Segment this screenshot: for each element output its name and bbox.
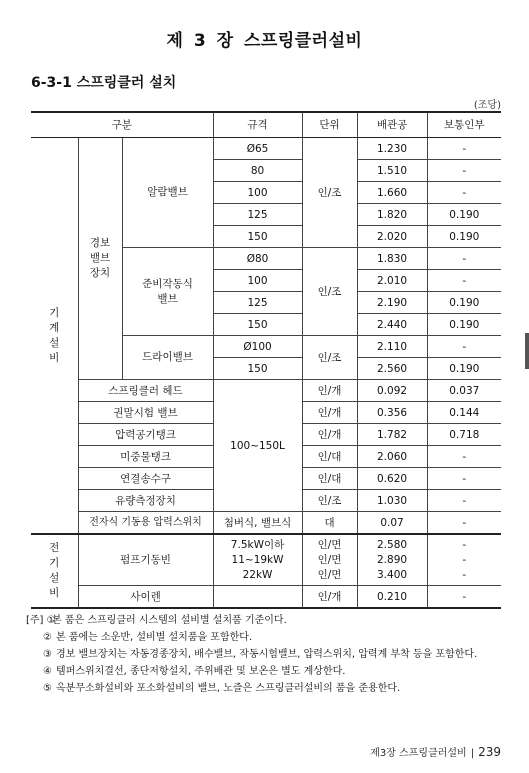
- table-row: [31, 512, 501, 535]
- spec-cell: 125: [213, 204, 302, 226]
- laborer-cell: -: [427, 446, 501, 468]
- unit-cell: 대: [302, 512, 357, 535]
- spec-cell: 100: [213, 270, 302, 292]
- plumber-cell: 0.07: [357, 512, 427, 535]
- laborer-cell: -: [427, 270, 501, 292]
- item-name: 유량측정장치: [78, 490, 213, 512]
- page-footer: [370, 744, 501, 759]
- unit-cell: 인/조: [302, 138, 357, 248]
- note-item: [30, 646, 510, 663]
- item-name: 압력공기탱크: [78, 424, 213, 446]
- plumber-cell: 2.010: [357, 270, 427, 292]
- unit-cell: 인/조: [302, 248, 357, 336]
- laborer-cell: 0.190: [427, 204, 501, 226]
- plumber-cell: 0.356: [357, 402, 427, 424]
- footer-separator: |: [470, 748, 475, 759]
- plumber-cell: 0.210: [357, 586, 427, 609]
- table-row: [31, 380, 501, 402]
- note-text: 본 품에는 소운반, 설비별 설치품을 포함한다.: [56, 632, 253, 643]
- section-title: 6-3-1 스프링클러 설치: [31, 75, 177, 91]
- spec-cell: 100: [213, 182, 302, 204]
- table-row: [31, 534, 501, 586]
- spec-cell: Ø65: [213, 138, 302, 160]
- plumber-cell: 1.782: [357, 424, 427, 446]
- group-valve-device: 경보 밸브 장치: [78, 138, 122, 380]
- item-name: 사이렌: [78, 586, 213, 609]
- note-text: 본 품은 스프링클러 시스템의 설비별 설치품 기준이다.: [52, 615, 287, 626]
- unit-cell: 인/조: [302, 490, 357, 512]
- unit-cell: 인/대: [302, 446, 357, 468]
- plumber-cell: 1.830: [357, 248, 427, 270]
- laborer-cell: 0.190: [427, 314, 501, 336]
- unit-cell: 인/조: [302, 336, 357, 380]
- group-electrical: 전 기 설 비: [31, 534, 78, 608]
- page-number: 239: [478, 745, 501, 759]
- footer-chapter: 제3장 스프링클러설비: [370, 748, 467, 759]
- table-row: [31, 138, 501, 160]
- item-name: 미중물탱크: [78, 446, 213, 468]
- chapter-title: 제 3 장 스프링클러설비: [166, 31, 363, 51]
- laborer-cell: 0.190: [427, 226, 501, 248]
- item-name: 연결송수구: [78, 468, 213, 490]
- note-marker: ③: [43, 649, 52, 660]
- note-text: 옥분무소화설비와 포소화설비의 밸브, 노즐은 스프링클러설비의 품을 준용한다.: [56, 683, 401, 694]
- plumber-cell: 1.820: [357, 204, 427, 226]
- notes: [26, 612, 510, 697]
- note-marker: [주] ①: [26, 615, 56, 626]
- header-spec: 규격: [213, 112, 302, 138]
- laborer-cell: -: [427, 248, 501, 270]
- laborer-cell: -: [427, 490, 501, 512]
- table-header-row: [31, 112, 501, 138]
- laborer-cell: -: [427, 160, 501, 182]
- unit-cell: 인/개: [302, 380, 357, 402]
- plumber-cell: 0.092: [357, 380, 427, 402]
- spec-cell: Ø100: [213, 336, 302, 358]
- unit-cell: 인/면 인/면 인/면: [302, 534, 357, 586]
- spec-cell: 7.5kW이하 11~19kW 22kW: [213, 534, 302, 586]
- spec-cell: 150: [213, 358, 302, 380]
- group-machinery: 기 계 설 비: [31, 138, 78, 535]
- laborer-cell: -: [427, 138, 501, 160]
- plumber-cell: 1.660: [357, 182, 427, 204]
- laborer-cell: - - -: [427, 534, 501, 586]
- unit-cell: 인/개: [302, 586, 357, 609]
- laborer-cell: -: [427, 468, 501, 490]
- spec-cell: Ø80: [213, 248, 302, 270]
- plumber-cell: 2.440: [357, 314, 427, 336]
- item-name: 전자식 기동용 압력스위치: [78, 512, 213, 535]
- side-tab-marker: [525, 333, 529, 369]
- plumber-cell: 1.510: [357, 160, 427, 182]
- laborer-cell: -: [427, 586, 501, 609]
- item-name: 권말시험 밸브: [78, 402, 213, 424]
- plumber-cell: 2.190: [357, 292, 427, 314]
- preaction-valve-label: 준비작동식 밸브: [122, 248, 213, 336]
- unit-cell: 인/개: [302, 424, 357, 446]
- note-marker: ⑤: [43, 683, 52, 694]
- plumber-cell: 1.230: [357, 138, 427, 160]
- plumber-cell: 1.030: [357, 490, 427, 512]
- header-laborer: 보통인부: [427, 112, 501, 138]
- spec-cell: [213, 586, 302, 609]
- laborer-cell: -: [427, 512, 501, 535]
- header-plumber: 배관공: [357, 112, 427, 138]
- laborer-cell: 0.144: [427, 402, 501, 424]
- item-name: 스프링클러 헤드: [78, 380, 213, 402]
- note-item: [26, 612, 510, 629]
- unit-note: (조당): [473, 100, 501, 111]
- laborer-cell: 0.190: [427, 358, 501, 380]
- dry-valve-label: 드라이밸브: [122, 336, 213, 380]
- plumber-cell: 2.020: [357, 226, 427, 248]
- unit-cell: 인/개: [302, 402, 357, 424]
- laborer-cell: -: [427, 336, 501, 358]
- plumber-cell: 2.110: [357, 336, 427, 358]
- note-item: [30, 629, 510, 646]
- spec-cell: 150: [213, 226, 302, 248]
- laborer-cell: 0.190: [427, 292, 501, 314]
- plumber-cell: 2.060: [357, 446, 427, 468]
- plumber-cell: 0.620: [357, 468, 427, 490]
- table-row: [31, 586, 501, 609]
- note-text: 템퍼스위치결선, 종단저항설치, 주위배관 및 보온은 별도 계상한다.: [56, 666, 346, 677]
- laborer-cell: -: [427, 182, 501, 204]
- spec-cell: 125: [213, 292, 302, 314]
- alarm-valve-label: 알람밸브: [122, 138, 213, 248]
- note-item: [30, 663, 510, 680]
- spec-table: [31, 111, 501, 609]
- note-text: 경보 밸브장치는 자동경종장치, 배수밸브, 작동시험밸브, 압력스위치, 압력계 부착 등을 포함한다.: [56, 649, 478, 660]
- plumber-cell: 2.560: [357, 358, 427, 380]
- unit-cell: 인/대: [302, 468, 357, 490]
- note-marker: ④: [43, 666, 52, 677]
- note-marker: ②: [43, 632, 52, 643]
- item-name: 펌프기동빈: [78, 534, 213, 586]
- header-unit: 단위: [302, 112, 357, 138]
- laborer-cell: 0.037: [427, 380, 501, 402]
- header-category: 구분: [31, 112, 213, 138]
- shared-spec-cell: 100~150L: [213, 380, 302, 512]
- spec-cell: 150: [213, 314, 302, 336]
- plumber-cell: 2.580 2.890 3.400: [357, 534, 427, 586]
- spec-cell: 80: [213, 160, 302, 182]
- laborer-cell: 0.718: [427, 424, 501, 446]
- note-item: [30, 680, 510, 697]
- spec-cell: 첨버식, 밸브식: [213, 512, 302, 535]
